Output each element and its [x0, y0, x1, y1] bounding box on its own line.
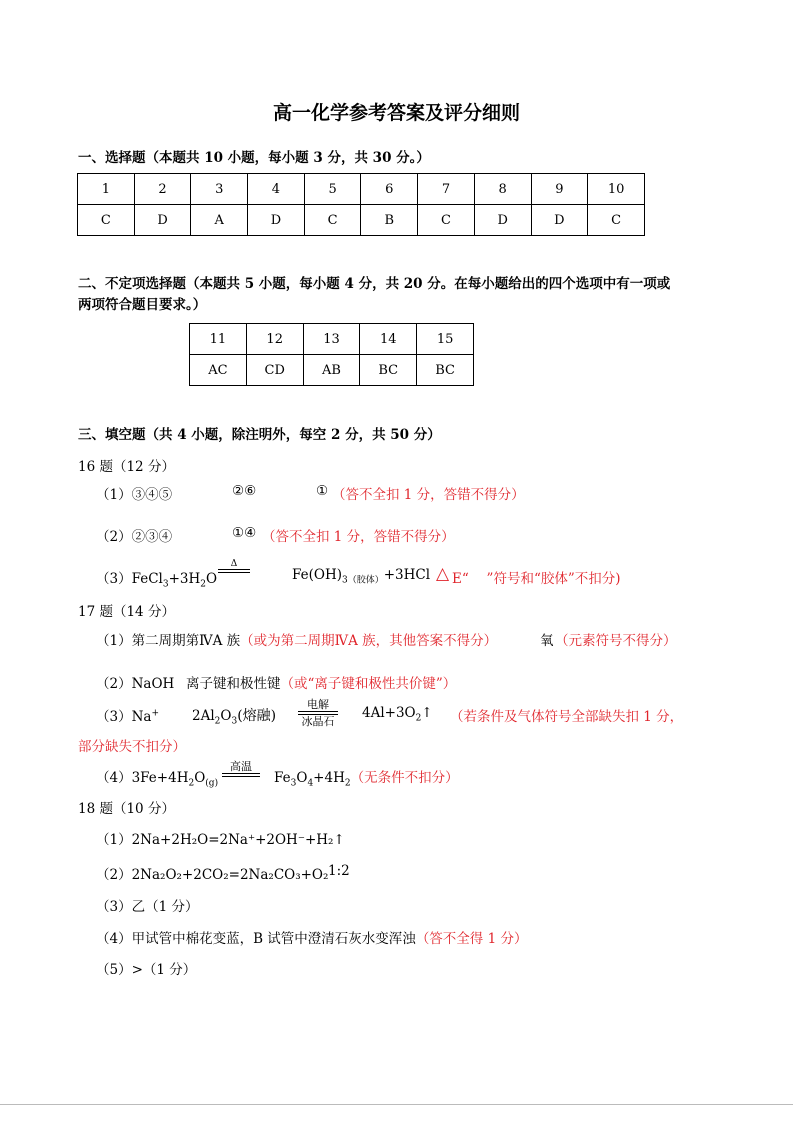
question-number: 7	[418, 174, 475, 205]
q18-answer-5: （5）>（1 分）	[96, 962, 197, 978]
answer-cell: CD	[246, 355, 303, 386]
grading-note: （答不全扣 1 分，答错不得分）	[332, 487, 525, 503]
equation-right: $Fe_3O_4+4H_2$（无条件不扣分）	[274, 770, 459, 789]
table-row	[190, 324, 474, 355]
answer-cell: D	[248, 205, 305, 236]
question-number: 5	[304, 174, 361, 205]
answer-cell: D	[134, 205, 191, 236]
equation-right: $4Al+3O_2↑$	[362, 705, 433, 724]
equation-left: $(3)FeCl_3+3H_2O$	[96, 571, 218, 590]
question-number: 14	[360, 324, 417, 355]
answer-text: 1:2	[328, 863, 350, 879]
grading-note: 部分缺失不扣分）	[78, 739, 186, 755]
answer-text: （2）2Na₂O₂+2CO₂=2Na₂CO₃+O₂	[96, 867, 329, 883]
equation-right: $Fe(OH)_{3(胶体)}+3HCl$	[292, 567, 431, 586]
answer-text: （3）Na+	[96, 708, 159, 725]
equation-left: $(4)3Fe+4H_2O_{(g)}$	[96, 770, 219, 789]
answer-cell: AC	[190, 355, 247, 386]
reaction-condition: Δ	[218, 559, 250, 573]
answer-cell: D	[474, 205, 531, 236]
grading-note: （答不全得 1 分）	[415, 931, 528, 947]
grading-note: （答不全扣 1 分，答错不得分）	[262, 529, 455, 545]
answer-cell: A	[191, 205, 248, 236]
answer-text: （2）②③④	[96, 529, 173, 545]
question-number: 4	[248, 174, 305, 205]
section2-heading-line2: 两项符合题目要求。）	[78, 297, 207, 313]
q18-label: 18 题（10 分）	[78, 801, 175, 817]
answer-text: 离子键和极性键（或“离子键和极性共价键”）	[186, 676, 457, 692]
question-number: 12	[246, 324, 303, 355]
question-number: 13	[303, 324, 360, 355]
answer-text: ②⑥	[232, 483, 257, 499]
q17-label: 17 题（14 分）	[78, 604, 175, 620]
answer-text: （1）	[96, 633, 132, 649]
answer-cell: D	[531, 205, 588, 236]
answer-text: （1）③④⑤	[96, 487, 173, 503]
reaction-condition: 电解 冰晶石	[298, 699, 338, 729]
answer-cell: B	[361, 205, 418, 236]
question-number: 9	[531, 174, 588, 205]
answer-cell: C	[418, 205, 475, 236]
answer-cell: AB	[303, 355, 360, 386]
q18-answer-4	[96, 927, 527, 947]
answer-cell: C	[588, 205, 645, 236]
answer-text: ①④	[232, 525, 257, 541]
answer-cell: C	[78, 205, 135, 236]
table-row	[78, 174, 645, 205]
question-number: 6	[361, 174, 418, 205]
grading-note: （或为第二周期ⅣA 族，其他答案不得分）	[240, 633, 498, 649]
section1-heading: 一、选择题（本题共 10 小题，每小题 3 分，共 30 分。）	[78, 150, 430, 166]
question-number: 8	[474, 174, 531, 205]
question-number: 3	[191, 174, 248, 205]
table-row	[78, 205, 645, 236]
page-title: 高一化学参考答案及评分细则	[272, 102, 520, 124]
table-row	[190, 355, 474, 386]
reaction-condition: 高温	[222, 761, 260, 777]
question-number: 1	[78, 174, 135, 205]
q16-label: 16 题（12 分）	[78, 459, 175, 475]
answer-cell: C	[304, 205, 361, 236]
answer-text: （2）NaOH	[96, 676, 175, 692]
answer-text: （4）甲试管中棉花变蓝，B 试管中澄清石灰水变浑浊	[96, 931, 416, 947]
q18-answer-1: （1）2Na+2H₂O=2Na⁺+2OH⁻+H₂↑	[96, 832, 345, 848]
grading-note: （元素符号不得分）	[555, 633, 677, 649]
q17-answer-1	[96, 629, 677, 649]
question-number: 15	[417, 324, 474, 355]
q17-answer-2	[96, 672, 457, 692]
q16-answer-2	[96, 525, 455, 545]
equation-left: $2Al_2O_3$(熔融)	[192, 708, 277, 727]
divider	[0, 1104, 793, 1105]
question-number: 2	[134, 174, 191, 205]
q16-answer-3	[96, 559, 621, 590]
answer-cell: BC	[417, 355, 474, 386]
heat-triangle-icon: △	[436, 564, 450, 584]
section2-heading-line1: 二、不定项选择题（本题共 5 小题，每小题 4 分，共 20 分。在每小题给出的四个选项中有一项或	[78, 276, 671, 292]
q18-answer-3: （3）乙（1 分）	[96, 899, 199, 915]
section1-answer-table	[77, 173, 645, 236]
answer-text: 第二周期第ⅣA 族	[131, 633, 241, 649]
answer-text: 氧	[540, 633, 554, 649]
q16-answer-1	[96, 483, 525, 503]
section2-answer-table	[189, 323, 474, 386]
q17-answer-3	[96, 698, 684, 728]
answer-cell: BC	[360, 355, 417, 386]
grading-note: （若条件及气体符号全部缺失扣 1 分，	[450, 709, 684, 725]
question-number: 11	[190, 324, 247, 355]
q17-answer-4	[96, 760, 459, 789]
section3-heading: 三、填空题（共 4 小题，除注明外，每空 2 分，共 50 分）	[78, 427, 441, 443]
grading-note: E“ ”符号和“胶体”不扣分)	[452, 571, 621, 587]
answer-text: ①	[316, 483, 329, 499]
question-number: 10	[588, 174, 645, 205]
q18-answer-2	[96, 863, 350, 883]
